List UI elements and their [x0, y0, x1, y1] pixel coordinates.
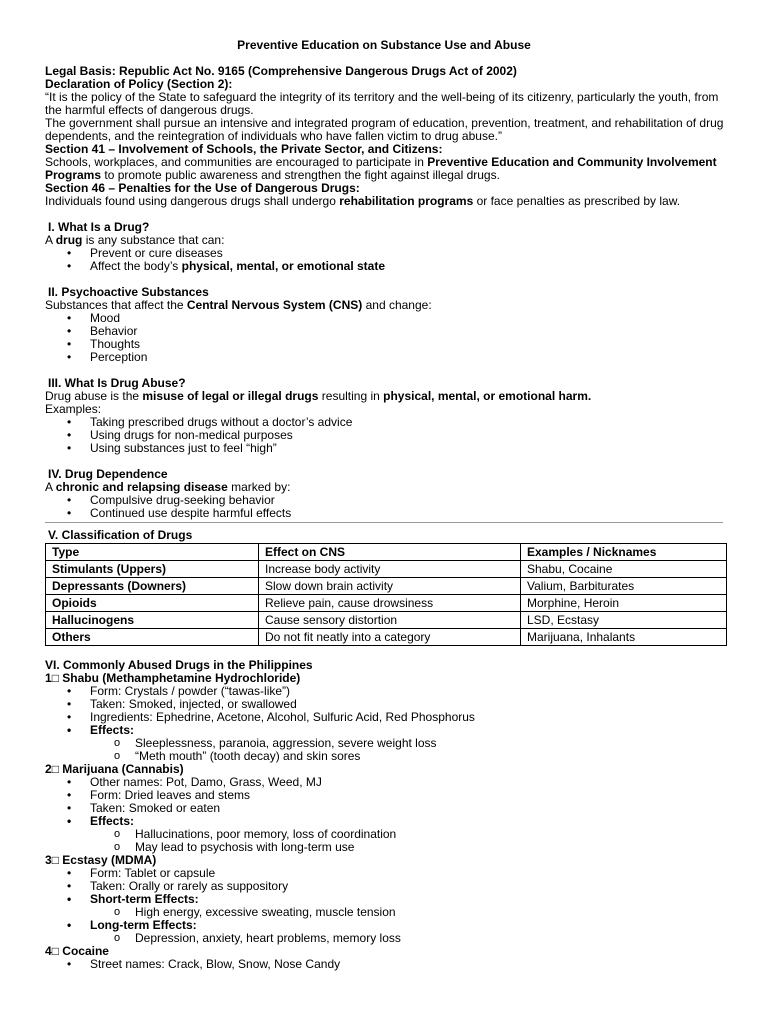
s41-text-pre: Schools, workplaces, and communities are encouraged to participate in: [45, 155, 428, 169]
s3-intro-pre: Drug abuse is the: [45, 389, 143, 403]
drug-1-name: Shabu (Methamphetamine Hydrochloride): [62, 671, 301, 685]
horizontal-divider: [45, 522, 723, 523]
list-item: • Perception: [45, 351, 725, 364]
section-2-heading: II. Psychoactive Substances: [48, 285, 209, 299]
list-item: • Taking prescribed drugs without a doctor’s advice: [45, 416, 725, 429]
list-item: [45, 260, 725, 273]
list-item: • Long-term Effects:: [45, 919, 725, 932]
list-item: • Using substances just to feel “high”: [45, 442, 725, 455]
s1-item2-pre: Affect the body’s: [90, 259, 182, 273]
drug-4-title: 4□ Cocaine: [45, 944, 109, 958]
section-2-list: [45, 312, 725, 364]
table-header-row: [46, 544, 727, 561]
table-cell: Increase body activity: [259, 561, 521, 578]
table-cell: Others: [46, 629, 259, 646]
policy-paragraph-2: The government shall pursue an intensive and integrated program of education, prevention, treatment, and rehabilitation of drug dependents, and the reintegration of individuals who have fallen victim to drug abuse.”: [45, 116, 724, 143]
section-3-list: [45, 416, 725, 455]
list-item: o Hallucinations, poor memory, loss of coordination: [45, 828, 725, 841]
section-4-heading: IV. Drug Dependence: [48, 467, 168, 481]
drug-4-number: 4: [45, 944, 52, 958]
drug-2-list: [45, 776, 725, 828]
drug-4-name: Cocaine: [62, 944, 109, 958]
classification-table: [45, 543, 727, 646]
s1-intro-post: is any substance that can:: [82, 233, 225, 247]
list-item: • Taken: Orally or rarely as suppository: [45, 880, 725, 893]
table-cell: Stimulants (Uppers): [46, 561, 259, 578]
s46-text-pre: Individuals found using dangerous drugs shall undergo: [45, 194, 340, 208]
list-item: • Form: Tablet or capsule: [45, 867, 725, 880]
list-item: • Effects:: [45, 815, 725, 828]
section-41-text: [45, 156, 725, 182]
section-5-heading: V. Classification of Drugs: [48, 528, 193, 542]
list-item: • Using drugs for non-medical purposes: [45, 429, 725, 442]
section-1-list: [45, 247, 725, 273]
document-content: [45, 39, 725, 971]
drug-3-name: Ecstasy (MDMA): [62, 853, 157, 867]
table-cell: Relieve pain, cause drowsiness: [259, 595, 521, 612]
drug-3-number: 3: [45, 853, 52, 867]
list-item: o Sleeplessness, paranoia, aggression, severe weight loss: [45, 737, 725, 750]
table-cell: Valium, Barbiturates: [521, 578, 727, 595]
list-item: • Prevent or cure diseases: [45, 247, 725, 260]
list-item: • Short-term Effects:: [45, 893, 725, 906]
list-item: • Ingredients: Ephedrine, Acetone, Alcohol, Sulfuric Acid, Red Phosphorus: [45, 711, 725, 724]
table-cell: Opioids: [46, 595, 259, 612]
drug-2-effects-list: [45, 828, 725, 854]
table-cell: Hallucinogens: [46, 612, 259, 629]
section-46-text: [45, 195, 725, 208]
drug-3-long-effects: [45, 932, 725, 945]
section-1-heading: I. What Is a Drug?: [48, 220, 150, 234]
section-4-list: [45, 494, 725, 520]
drug-3-list: [45, 867, 725, 906]
list-item: • Effects:: [45, 724, 725, 737]
drug-4-list: [45, 958, 725, 971]
table-cell: Do not fit neatly into a category: [259, 629, 521, 646]
list-item: o “Meth mouth” (tooth decay) and skin sores: [45, 750, 725, 763]
drug-2-number: 2: [45, 762, 52, 776]
table-cell: Shabu, Cocaine: [521, 561, 727, 578]
s2-intro-post: and change:: [362, 298, 432, 312]
table-header-cell: Examples / Nicknames: [521, 544, 727, 561]
s4-intro-bold: chronic and relapsing disease: [55, 480, 228, 494]
list-item: • Form: Dried leaves and stems: [45, 789, 725, 802]
s1-intro-bold: drug: [55, 233, 83, 247]
s41-text-post: to promote public awareness and strengthen the fight against illegal drugs.: [101, 168, 500, 182]
drug-1-title: 1□ Shabu (Methamphetamine Hydrochloride): [45, 671, 301, 685]
table-header-cell: Effect on CNS: [259, 544, 521, 561]
legal-basis: Legal Basis: Republic Act No. 9165 (Comprehensive Dangerous Drugs Act of 2002): [45, 64, 517, 78]
section-3-heading: III. What Is Drug Abuse?: [48, 376, 186, 390]
s2-intro-bold: Central Nervous System (CNS): [186, 298, 363, 312]
s41-text-bold: Preventive Education and Community Involvement Programs: [45, 155, 717, 182]
list-item: o May lead to psychosis with long-term use: [45, 841, 725, 854]
list-item: • Behavior: [45, 325, 725, 338]
section-2-intro: [45, 299, 725, 312]
policy-paragraph-1: “It is the policy of the State to safeguard the integrity of its territory and the well-being of its citizenry, particularly the youth, from the harmful effects of dangerous drugs.: [45, 90, 719, 117]
s1-intro-pre: A: [45, 233, 56, 247]
list-item: • Taken: Smoked or eaten: [45, 802, 725, 815]
table-cell: Depressants (Downers): [46, 578, 259, 595]
s46-text-bold: rehabilitation programs: [339, 194, 474, 208]
table-row: [46, 629, 727, 646]
list-item: • Form: Crystals / powder (“tawas-like”): [45, 685, 725, 698]
table-cell: Marijuana, Inhalants: [521, 629, 727, 646]
table-header-cell: Type: [46, 544, 259, 561]
s4-intro-post: marked by:: [227, 480, 291, 494]
s1-item2-bold: physical, mental, or emotional state: [181, 259, 386, 273]
table-row: [46, 612, 727, 629]
s46-text-post: or face penalties as prescribed by law.: [473, 194, 681, 208]
drug-1-effects-list: [45, 737, 725, 763]
list-item: • Continued use despite harmful effects: [45, 507, 725, 520]
s2-intro-pre: Substances that affect the: [45, 298, 187, 312]
section-6-heading: VI. Commonly Abused Drugs in the Philippines: [45, 658, 313, 672]
drug-1-number: 1: [45, 671, 52, 685]
s3-intro-bold-1: misuse of legal or illegal drugs: [142, 389, 319, 403]
policy-heading: Declaration of Policy (Section 2):: [45, 77, 233, 91]
list-item: • Street names: Crack, Blow, Snow, Nose Candy: [45, 958, 725, 971]
s4-intro-pre: A: [45, 480, 56, 494]
list-item: • Other names: Pot, Damo, Grass, Weed, MJ: [45, 776, 725, 789]
table-row: [46, 561, 727, 578]
list-item: • Mood: [45, 312, 725, 325]
table-row: [46, 595, 727, 612]
drug-2-title: 2□ Marijuana (Cannabis): [45, 762, 184, 776]
list-item: o High energy, excessive sweating, muscle tension: [45, 906, 725, 919]
page-title: Preventive Education on Substance Use and Abuse: [237, 38, 531, 52]
section-46-heading: Section 46 – Penalties for the Use of Dangerous Drugs:: [45, 181, 360, 195]
drug-1-list: [45, 685, 725, 737]
table-cell: Slow down brain activity: [259, 578, 521, 595]
examples-label: Examples:: [45, 402, 102, 416]
table-cell: LSD, Ecstasy: [521, 612, 727, 629]
list-item: • Taken: Smoked, injected, or swallowed: [45, 698, 725, 711]
list-item: • Compulsive drug-seeking behavior: [45, 494, 725, 507]
s3-intro-mid: resulting in: [318, 389, 384, 403]
table-row: [46, 578, 727, 595]
table-cell: Cause sensory distortion: [259, 612, 521, 629]
drug-3-title: 3□ Ecstasy (MDMA): [45, 853, 157, 867]
s3-intro-bold-2: physical, mental, or emotional harm.: [383, 389, 592, 403]
list-item: • Thoughts: [45, 338, 725, 351]
section-3-intro: [45, 390, 725, 403]
list-item: o Depression, anxiety, heart problems, memory loss: [45, 932, 725, 945]
drug-2-name: Marijuana (Cannabis): [62, 762, 184, 776]
table-cell: Morphine, Heroin: [521, 595, 727, 612]
section-41-heading: Section 41 – Involvement of Schools, the Private Sector, and Citizens:: [45, 142, 443, 156]
